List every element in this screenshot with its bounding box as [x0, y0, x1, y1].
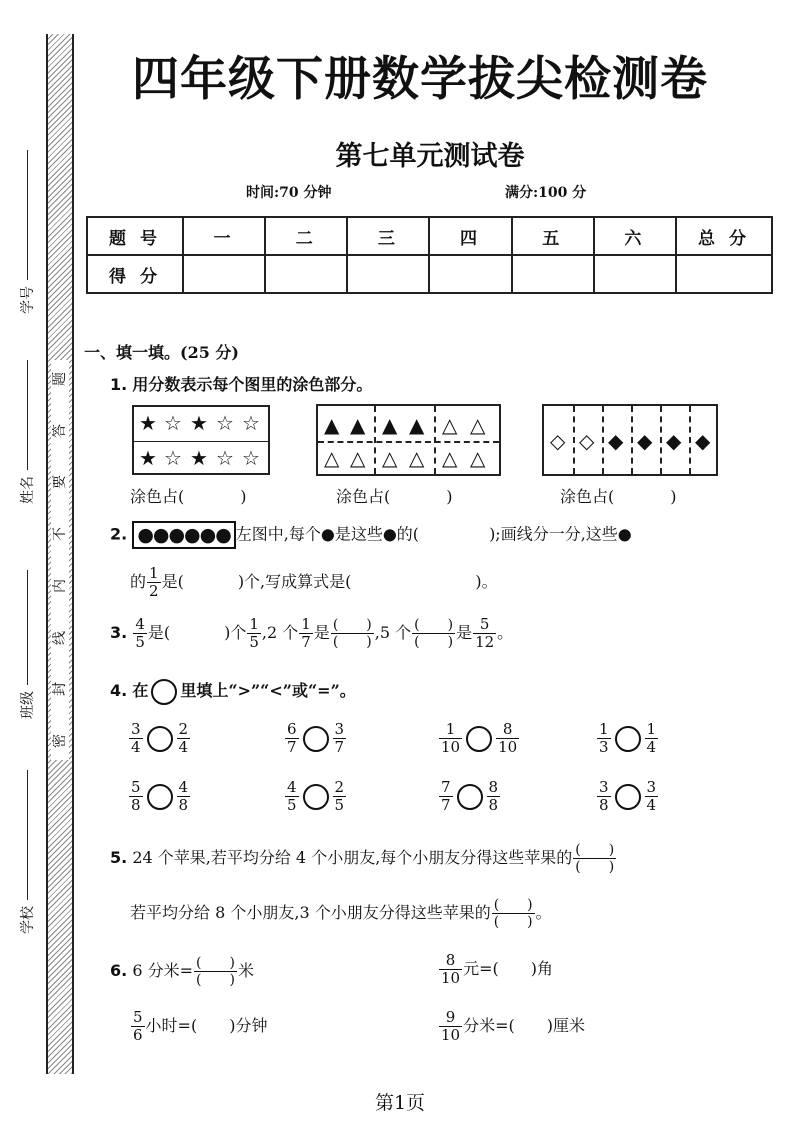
empty-star-icon: ☆: [164, 446, 182, 470]
school-field[interactable]: [14, 770, 40, 934]
score-cell[interactable]: [183, 255, 265, 293]
comparison-item: [596, 780, 659, 813]
score-table-header-cell: 六: [594, 217, 676, 255]
question-text: 左图中,每个●是这些●的(: [235, 524, 420, 544]
filled-star-icon: ★: [190, 446, 208, 470]
filled-star-icon: ★: [139, 446, 157, 470]
fraction: $\frac{2}{5}$: [334, 778, 345, 814]
question-6a: 6. 6 分米= $\frac{( )}{( )}$ 米: [110, 955, 254, 988]
empty-triangle-icon: △: [382, 446, 398, 470]
blank-fraction[interactable]: $\frac{( )}{( )}$: [575, 842, 615, 875]
score-cell[interactable]: [429, 255, 511, 293]
fraction: $\frac{4}{5}$: [135, 615, 145, 651]
dots-box: ●●●●●●: [132, 521, 235, 549]
question-1: [110, 372, 372, 395]
filled-triangle-icon: ▲: [350, 413, 366, 437]
fraction: $\frac{1}{4}$: [646, 720, 657, 756]
compare-circle[interactable]: [147, 784, 173, 810]
fraction: $\frac{4}{8}$: [178, 778, 189, 814]
empty-triangle-icon: △: [409, 446, 425, 470]
compare-circle[interactable]: [147, 726, 173, 752]
filled-diamond-icon: ◆: [695, 429, 711, 453]
fraction: $\frac{1}{3}$: [599, 720, 609, 756]
class-field[interactable]: [14, 570, 40, 719]
fraction: $\frac{8}{10}$: [498, 720, 518, 756]
diamond-figure: [542, 404, 718, 476]
empty-triangle-icon: △: [442, 446, 458, 470]
fraction: $\frac{5}{8}$: [131, 778, 141, 814]
fraction: $\frac{5}{6}$: [133, 1008, 143, 1044]
empty-diamond-icon: ◇: [579, 429, 595, 453]
filled-diamond-icon: ◆: [637, 429, 653, 453]
question-text: 24 个苹果,若平均分给 4 个小朋友,每个小朋友分得这些苹果的: [132, 848, 573, 867]
compare-circle[interactable]: [615, 784, 641, 810]
section-heading: 一、填一填。(25 分): [84, 343, 239, 362]
star-figure: [132, 405, 270, 475]
fraction: $\frac{3}{4}$: [131, 720, 141, 756]
fraction: $\frac{1}{5}$: [249, 615, 259, 651]
compare-circle[interactable]: [303, 726, 329, 752]
seal-line-text: [51, 370, 69, 750]
name-label: 姓名: [20, 476, 36, 504]
seal-word: 封: [52, 682, 68, 697]
question-number: 6.: [110, 961, 128, 980]
fraction: $\frac{3}{4}$: [646, 778, 657, 814]
blank-fraction[interactable]: $\frac{( )}{( )}$: [332, 617, 372, 650]
filled-diamond-icon: ◆: [666, 429, 682, 453]
time-limit: 时间:70 分钟: [246, 185, 332, 201]
seal-word: 要: [52, 475, 68, 490]
score-cell[interactable]: [594, 255, 676, 293]
page-subtitle: 第七单元测试卷: [335, 141, 525, 172]
fraction: $\frac{7}{7}$: [441, 778, 451, 814]
fraction: $\frac{8}{8}$: [488, 778, 499, 814]
triangle-figure: [316, 404, 501, 476]
question-number: 3.: [110, 623, 128, 642]
filled-star-icon: ★: [190, 411, 208, 435]
comparison-item: [128, 722, 191, 755]
question-number: 2.: [110, 524, 128, 544]
comparison-item: [438, 722, 520, 755]
filled-triangle-icon: ▲: [324, 413, 340, 437]
compare-circle[interactable]: [466, 726, 492, 752]
empty-triangle-icon: △: [470, 413, 486, 437]
empty-star-icon: ☆: [216, 446, 234, 470]
score-table-header-cell: 四: [429, 217, 511, 255]
score-table-header-cell: 一: [183, 217, 265, 255]
compare-circle[interactable]: [615, 726, 641, 752]
question-3: 3. $\frac{4}{5}$ 是( )个 $\frac{1}{5}$ ,2 个 $\frac{1}{7}$ 是 $\frac{( )}{( )}$ ,5 个 $\frac{( )}{( )}$ 是 $\frac{5}{12}$ 。: [110, 615, 514, 651]
blank-fraction[interactable]: $\frac{( )}{( )}$: [493, 897, 533, 930]
empty-star-icon: ☆: [242, 446, 260, 470]
full-score: 满分:100 分: [505, 185, 587, 201]
fraction: $\frac{4}{5}$: [287, 778, 297, 814]
comparison-item: [596, 722, 659, 755]
binding-strip: [0, 0, 80, 1080]
name-field[interactable]: [14, 360, 40, 504]
empty-triangle-icon: △: [470, 446, 486, 470]
filled-triangle-icon: ▲: [409, 413, 425, 437]
fraction: $\frac{2}{4}$: [178, 720, 189, 756]
empty-star-icon: ☆: [242, 411, 260, 435]
page-title: 四年级下册数学拔尖检测卷: [132, 52, 708, 107]
seal-word: 题: [52, 372, 68, 386]
figure-2-answer[interactable]: 涂色占( ): [336, 487, 453, 506]
question-number: 5.: [110, 848, 128, 867]
comparison-item: [284, 722, 347, 755]
question-2-line-2: 的 $\frac{1}{2}$ 是( )个,写成算式是( )。: [130, 564, 498, 600]
page-number: 第1页: [374, 1092, 426, 1114]
score-cell[interactable]: [676, 255, 772, 293]
filled-triangle-icon: ▲: [382, 413, 398, 437]
fraction: $\frac{6}{7}$: [287, 720, 297, 756]
fraction: $\frac{9}{10}$: [441, 1008, 461, 1044]
empty-diamond-icon: ◇: [550, 429, 566, 453]
score-table-header-cell: 五: [512, 217, 594, 255]
compare-circle[interactable]: [303, 784, 329, 810]
figure-1-answer[interactable]: 涂色占( ): [130, 487, 247, 506]
fraction: $\frac{1}{10}$: [441, 720, 461, 756]
score-table-header-cell: 题 号: [87, 217, 183, 255]
score-cell[interactable]: [265, 255, 347, 293]
filled-star-icon: ★: [139, 411, 157, 435]
empty-triangle-icon: △: [442, 413, 458, 437]
fraction: $\frac{1}{2}$: [149, 564, 159, 600]
seal-word: 内: [52, 578, 68, 593]
score-cell[interactable]: [512, 255, 594, 293]
figure-3-answer[interactable]: 涂色占( ): [560, 487, 677, 506]
empty-star-icon: ☆: [164, 411, 182, 435]
seal-word: 不: [52, 527, 68, 542]
question-5-line-2: 若平均分给 8 个小朋友,3 个小朋友分得这些苹果的 $\frac{( )}{( )}$ 。: [130, 897, 552, 930]
empty-triangle-icon: △: [350, 446, 366, 470]
fraction: $\frac{8}{10}$: [441, 951, 461, 987]
score-table-header-row: [87, 217, 772, 255]
compare-circle[interactable]: [457, 784, 483, 810]
fraction: $\frac{5}{12}$: [475, 615, 495, 651]
seal-word: 线: [52, 630, 68, 645]
question-2: 2. ●●●●●● 左图中,每个●是这些●的( );画线分一分,这些●: [110, 521, 632, 549]
empty-star-icon: ☆: [216, 411, 234, 435]
score-table-score-row: [87, 255, 772, 293]
class-label: 班级: [20, 691, 36, 719]
score-table: [86, 216, 773, 294]
question-number: 4.: [110, 681, 128, 700]
score-table-header-cell: 三: [347, 217, 429, 255]
circle-icon: [151, 679, 177, 705]
filled-diamond-icon: ◆: [608, 429, 624, 453]
question-6b: $\frac{8}{10}$ 元=( )角: [441, 951, 553, 987]
comparison-item: [284, 780, 347, 813]
score-row-label: 得 分: [87, 255, 183, 293]
question-4: 4. 在 里填上“>”“<”或“=”。: [110, 678, 356, 705]
blank-fraction[interactable]: $\frac{( )}{( )}$: [196, 955, 235, 988]
comparison-item: [438, 780, 501, 813]
student-id-label: 学号: [20, 286, 36, 314]
fraction: $\frac{3}{7}$: [334, 720, 345, 756]
fraction: $\frac{1}{7}$: [301, 615, 311, 651]
comparison-item: [128, 780, 191, 813]
fraction: $\frac{3}{8}$: [599, 778, 609, 814]
question-6c: $\frac{5}{6}$ 小时=( )分钟: [133, 1008, 268, 1044]
score-table-header-cell: 总 分: [676, 217, 772, 255]
school-label: 学校: [20, 906, 36, 934]
question-5: [110, 843, 617, 874]
score-table-header-cell: 二: [265, 217, 347, 255]
question-text: 用分数表示每个图里的涂色部分。: [132, 375, 373, 394]
empty-triangle-icon: △: [324, 446, 340, 470]
question-number: 1.: [110, 375, 128, 394]
seal-word: 密: [52, 733, 68, 748]
score-cell[interactable]: [347, 255, 429, 293]
question-6d: $\frac{9}{10}$ 分米=( )厘米: [441, 1008, 585, 1044]
student-id-field[interactable]: [14, 150, 40, 314]
seal-word: 答: [52, 423, 68, 438]
blank-fraction[interactable]: $\frac{( )}{( )}$: [414, 617, 454, 650]
